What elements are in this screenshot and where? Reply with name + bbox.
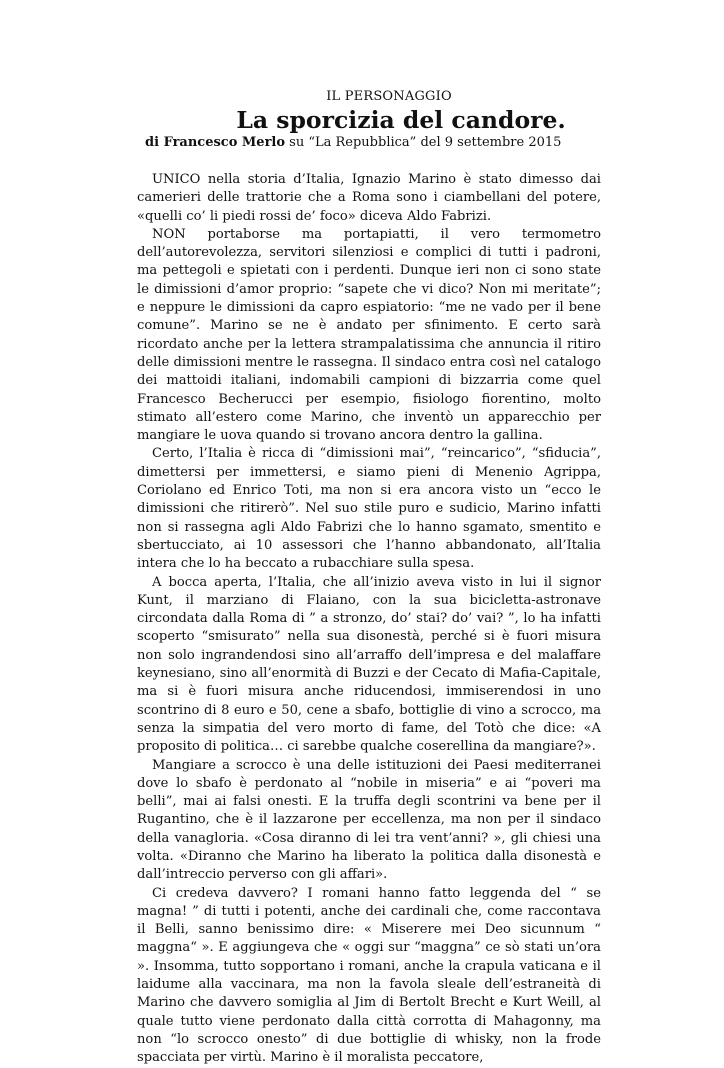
byline-source: su “La Repubblica” del 9 settembre 2015 — [285, 135, 562, 150]
article-paragraph: Ci credeva davvero? I romani hanno fatto leggenda del “ se magna! ” di tutti i potenti, anche dei cardinali che, come raccontava il Belli, sanno benissimo dire: « Miserere mei Deo sicunnum “ maggna“ ». E aggiungeva che « oggi sur “maggna” ce sò stati un’ora ». Insomma, tutto sopportano i romani, anche la crapula vaticana e il laidume alla vaccinara, ma non la favola sleale dell’estraneità di Marino che davvero somiglia al Jim di Bertolt Brecht e Kurt Weill, al quale tutto viene perdonato dalla città corrotta di Mahagonny, ma non “lo scrocco onesto” di due bottiglie di whisky, non la frode spacciata per virtù. Marino è il moralista peccatore, — [137, 885, 601, 1066]
article — [137, 88, 601, 1068]
article-body — [137, 171, 601, 1068]
byline-prefix: di — [145, 135, 164, 150]
article-paragraph: Mangiare a scrocco è una delle istituzioni dei Paesi mediterranei dove lo sbafo è perdonato al “nobile in miseria” e ai “poveri ma belli”, mai ai falsi onesti. E la truffa degli scontrini va bene per il Rugantino, che è il lazzarone per eccellenza, ma non per il sindaco della vanagloria. «Cosa diranno di lei tra vent’anni? », gli chiesi una volta. «Diranno che Marino ha liberato la politica dalla disonestà e dall’intreccio perverso con gli affari». — [137, 757, 601, 883]
byline-author: Francesco Merlo — [163, 135, 286, 150]
article-byline — [145, 134, 601, 152]
article-paragraph: NON portaborse ma portapiatti, il vero termometro dell’autorevolezza, servitori silenziosi e complici di tutti i padroni, ma pettegoli e spietati con i perdenti. Dunque ieri non ci sono state le dimissioni d’amor proprio: “sapete che vi dico? Non mi meritate”; e neppure le dimissioni da capro espiatorio: “me ne vado per il bene comune”. Marino se ne è andato per sfinimento. E certo sarà ricordato anche per la lettera strampalatissima che annuncia il ritiro delle dimissioni mentre le rassegna. Il sindaco entra così nel catalogo dei mattoidi italiani, indomabili campioni di bizzarria come quel Francesco Becherucci per esempio, fisiologo fiorentino, molto stimato all’estero come Marino, che inventò un apparecchio per mangiare le uova quando si trovano ancora dentro la gallina. — [137, 226, 601, 444]
article-paragraph: A bocca aperta, l’Italia, che all’inizio aveva visto in lui il signor Kunt, il marziano di Flaiano, con la sua bicicletta-astronave circondata dalla Roma di ” a stronzo, do’ stai? do’ vai? ”, lo ha infatti scoperto “smisurato” nella sua disonestà, perché si è fuori misura non solo ingrandendosi sino all’arraffo dell’impresa e del malaffare keynesiano, sino all’enormità di Buzzi e der Cecato di Mafia-Capitale, ma si è fuori misura anche riducendosi, immiserendosi in uno scontrino di 8 euro e 50, cene a sbafo, bottiglie di vino a scrocco, ma senza la simpatia del vero morto di fame, del Totò che dice: «A proposito di politica… ci sarebbe qualche coserellina da mangiare?». — [137, 574, 601, 755]
article-paragraph: UNICO nella storia d’Italia, Ignazio Marino è stato dimesso dai camerieri delle trattorie che a Roma sono i ciambellani del potere, «quelli co’ li piedi rossi de’ foco» diceva Aldo Fabrizi. — [137, 172, 601, 224]
article-kicker: IL PERSONAGGIO — [326, 89, 452, 104]
article-headline: La sporcizia del candore. — [236, 106, 566, 134]
article-paragraph: Certo, l’Italia è ricca di “dimissioni mai”, “reincarico”, “sfiducia”, dimettersi per immettersi, e siamo pieni di Menenio Agrippa, Coriolano ed Enrico Toti, ma non si era ancora visto un “ecco le dimissioni che ritirerò”. Nel suo stile puro e sudicio, Marino infatti non si rassegna agli Aldo Fabrizi che lo hanno sgamato, smentito e sbertucciato, ai 10 assessori che l’hanno abbandonato, all’Italia intera che lo ha beccato a rubacchiare sulla spesa. — [137, 446, 601, 572]
